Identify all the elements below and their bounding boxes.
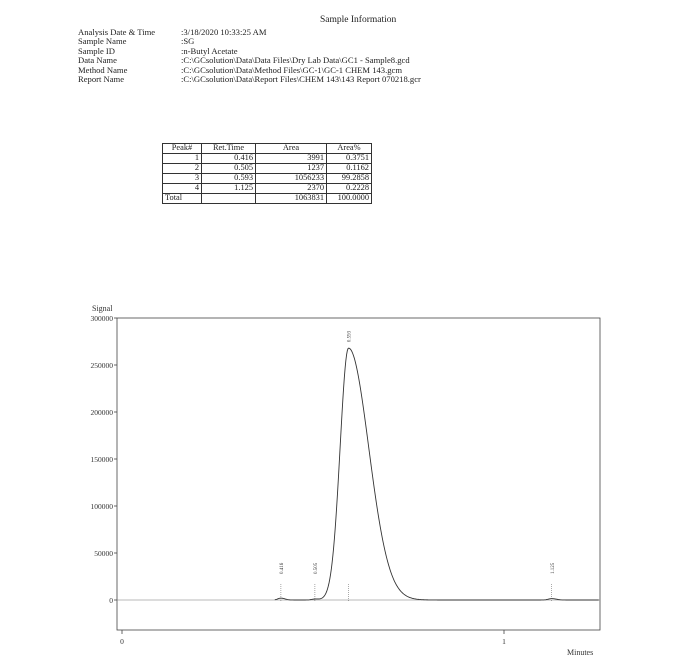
cell-area: 1056233	[256, 174, 327, 184]
peak-marker	[348, 330, 353, 601]
y-tick-label: 100000	[90, 502, 113, 511]
info-value: :C:\GCsolution\Data\Data Files\Dry Lab Data\GC1 - Sample8.gcd	[181, 55, 410, 66]
report-title: Sample Information	[320, 15, 397, 25]
info-key: Sample ID	[78, 45, 115, 56]
peak-marker	[551, 562, 556, 601]
col-header-peak: Peak#	[163, 144, 202, 154]
cell-area: 2370	[256, 184, 327, 194]
peak-label: 1.125	[550, 562, 556, 574]
cell-ret-time: 1.125	[202, 184, 256, 194]
info-key: Method Name	[78, 64, 128, 75]
info-value: :C:\GCsolution\Data\Method Files\GC-1\GC-1 CHEM 143.gcm	[181, 64, 403, 75]
info-value: :C:\GCsolution\Data\Report Files\CHEM 143\143 Report 070218.gcr	[181, 74, 421, 85]
x-tick-label: 1	[502, 637, 506, 646]
y-tick-label: 200000	[90, 408, 113, 417]
cell-peak: 3	[163, 174, 202, 184]
cell-total-area: 1063831	[256, 194, 327, 204]
cell-peak: 4	[163, 184, 202, 194]
cell-peak: 1	[163, 154, 202, 164]
cell-area-pct: 0.1162	[327, 164, 372, 174]
col-header-area: Area	[256, 144, 327, 154]
y-axis-label: Signal	[92, 304, 113, 313]
cell-ret-time: 0.593	[202, 174, 256, 184]
peak-label: 0.505	[313, 562, 319, 574]
info-key: Data Name	[78, 55, 117, 66]
x-axis-label: Minutes	[567, 648, 594, 657]
chromatogram-trace	[275, 348, 599, 600]
peak-marker	[280, 562, 285, 601]
y-tick-label: 300000	[90, 314, 113, 323]
cell-total-pct: 100.0000	[327, 194, 372, 204]
x-tick-label: 0	[120, 637, 124, 646]
cell-area: 1237	[256, 164, 327, 174]
cell-peak: 2	[163, 164, 202, 174]
peak-label: 0.416	[279, 562, 285, 574]
col-header-ret-time: Ret.Time	[202, 144, 256, 154]
info-key: Analysis Date & Time	[78, 27, 156, 37]
y-tick-label: 50000	[94, 549, 113, 558]
cell-total-label: Total	[163, 194, 202, 204]
info-value: :SG	[181, 36, 195, 47]
cell-area-pct: 0.2228	[327, 184, 372, 194]
cell-area: 3991	[256, 154, 327, 164]
y-tick-label: 250000	[90, 361, 113, 370]
cell-ret-time: 0.505	[202, 164, 256, 174]
cell-area-pct: 99.2858	[327, 174, 372, 184]
info-key: Sample Name	[78, 36, 127, 47]
info-value: :3/18/2020 10:33:25 AM	[181, 27, 267, 37]
plot-frame	[117, 318, 600, 630]
peak-label: 0.593	[347, 330, 353, 343]
info-value: :n-Butyl Acetate	[181, 45, 238, 56]
info-key: Report Name	[78, 74, 125, 85]
cell-area-pct: 0.3751	[327, 154, 372, 164]
y-tick-label: 150000	[90, 455, 113, 464]
cell-ret-time: 0.416	[202, 154, 256, 164]
peak-marker	[314, 562, 319, 601]
col-header-area-pct: Area%	[327, 144, 372, 154]
y-tick-label: 0	[109, 596, 113, 605]
